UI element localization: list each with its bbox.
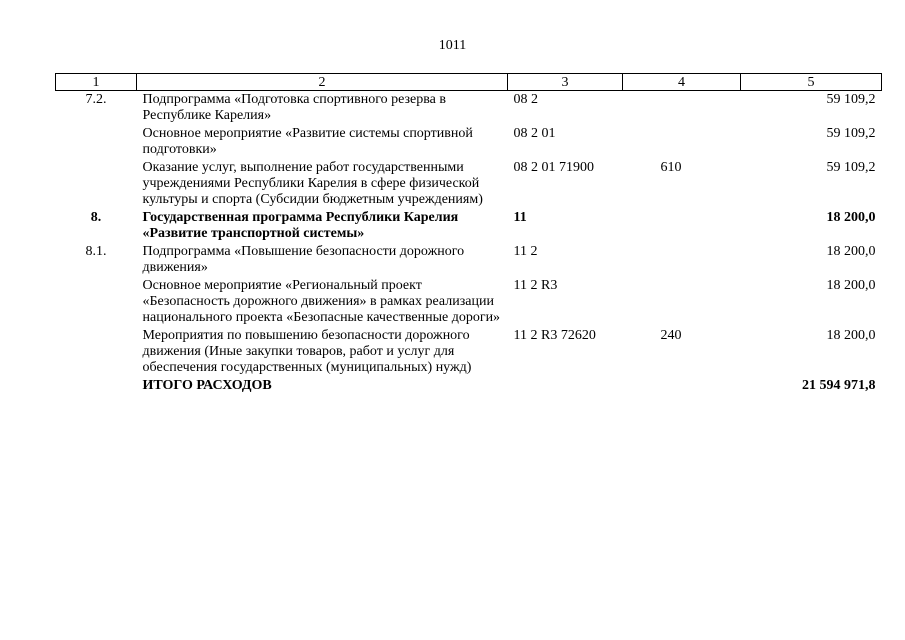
row-expense-type xyxy=(623,91,741,126)
total-amount: 21 594 971,8 xyxy=(802,378,876,393)
table-row xyxy=(56,91,882,126)
row-target-code xyxy=(508,377,623,395)
row-number xyxy=(56,277,137,327)
row-expense-type xyxy=(623,209,741,243)
table-row xyxy=(56,327,882,377)
row-target-code: 08 2 xyxy=(513,92,538,107)
row-target-code: 08 2 01 xyxy=(513,126,556,141)
row-description: Основное мероприятие «Региональный проект «Безопасность дорожного движения» в рамках реализации национального проекта «Безопасные качественные дороги» xyxy=(142,278,501,325)
row-expense-type: 240 xyxy=(660,328,682,343)
page-number: 1011 xyxy=(438,38,467,53)
row-target-code: 11 2 R3 72620 xyxy=(513,328,596,343)
row-expense-type xyxy=(623,125,741,159)
row-number xyxy=(56,327,137,377)
table-row xyxy=(56,277,882,327)
table-row xyxy=(56,159,882,209)
row-amount: 59 109,2 xyxy=(826,126,876,141)
row-amount: 18 200,0 xyxy=(826,278,876,293)
total-row xyxy=(56,377,882,395)
header-col-1: 1 xyxy=(56,74,137,91)
row-amount: 18 200,0 xyxy=(826,328,876,343)
row-amount: 18 200,0 xyxy=(826,244,876,259)
row-number: 8.1. xyxy=(85,244,107,259)
table-row xyxy=(56,243,882,277)
header-col-4: 4 xyxy=(623,74,741,91)
row-description: Оказание услуг, выполнение работ государственными учреждениями Республики Карелия в сфере физической культуры и спорта (Субсидии бюджетным учреждениям) xyxy=(142,160,483,207)
row-description: Государственная программа Республики Карелия «Развитие транспортной системы» xyxy=(142,210,459,241)
row-expense-type xyxy=(623,377,741,395)
row-expense-type xyxy=(623,277,741,327)
header-col-3: 3 xyxy=(508,74,623,91)
header-row xyxy=(56,74,882,91)
row-number: 7.2. xyxy=(85,92,107,107)
row-description: Подпрограмма «Подготовка спортивного резерва в Республике Карелия» xyxy=(142,92,447,123)
row-target-code: 11 2 R3 xyxy=(513,278,558,293)
row-amount: 18 200,0 xyxy=(826,210,876,225)
row-description: Мероприятия по повышению безопасности дорожного движения (Иные закупки товаров, работ и услуг для обеспечения государственных (муниципальных) нужд) xyxy=(142,328,472,375)
row-target-code: 08 2 01 71900 xyxy=(513,160,594,175)
row-target-code: 11 xyxy=(513,210,527,225)
row-expense-type xyxy=(623,243,741,277)
row-description: Основное мероприятие «Развитие системы спортивной подготовки» xyxy=(142,126,473,157)
table-row xyxy=(56,125,882,159)
row-amount: 59 109,2 xyxy=(826,92,876,107)
row-number xyxy=(56,159,137,209)
row-amount: 59 109,2 xyxy=(826,160,876,175)
row-number xyxy=(56,125,137,159)
table-row xyxy=(56,209,882,243)
row-number xyxy=(56,377,137,395)
row-target-code: 11 2 xyxy=(513,244,538,259)
row-description: Подпрограмма «Повышение безопасности дорожного движения» xyxy=(142,244,465,275)
row-expense-type: 610 xyxy=(660,160,682,175)
header-col-2: 2 xyxy=(137,74,508,91)
total-label: ИТОГО РАСХОДОВ xyxy=(142,378,272,393)
header-col-5: 5 xyxy=(741,74,882,91)
row-number: 8. xyxy=(90,210,102,225)
budget-table xyxy=(55,73,882,395)
